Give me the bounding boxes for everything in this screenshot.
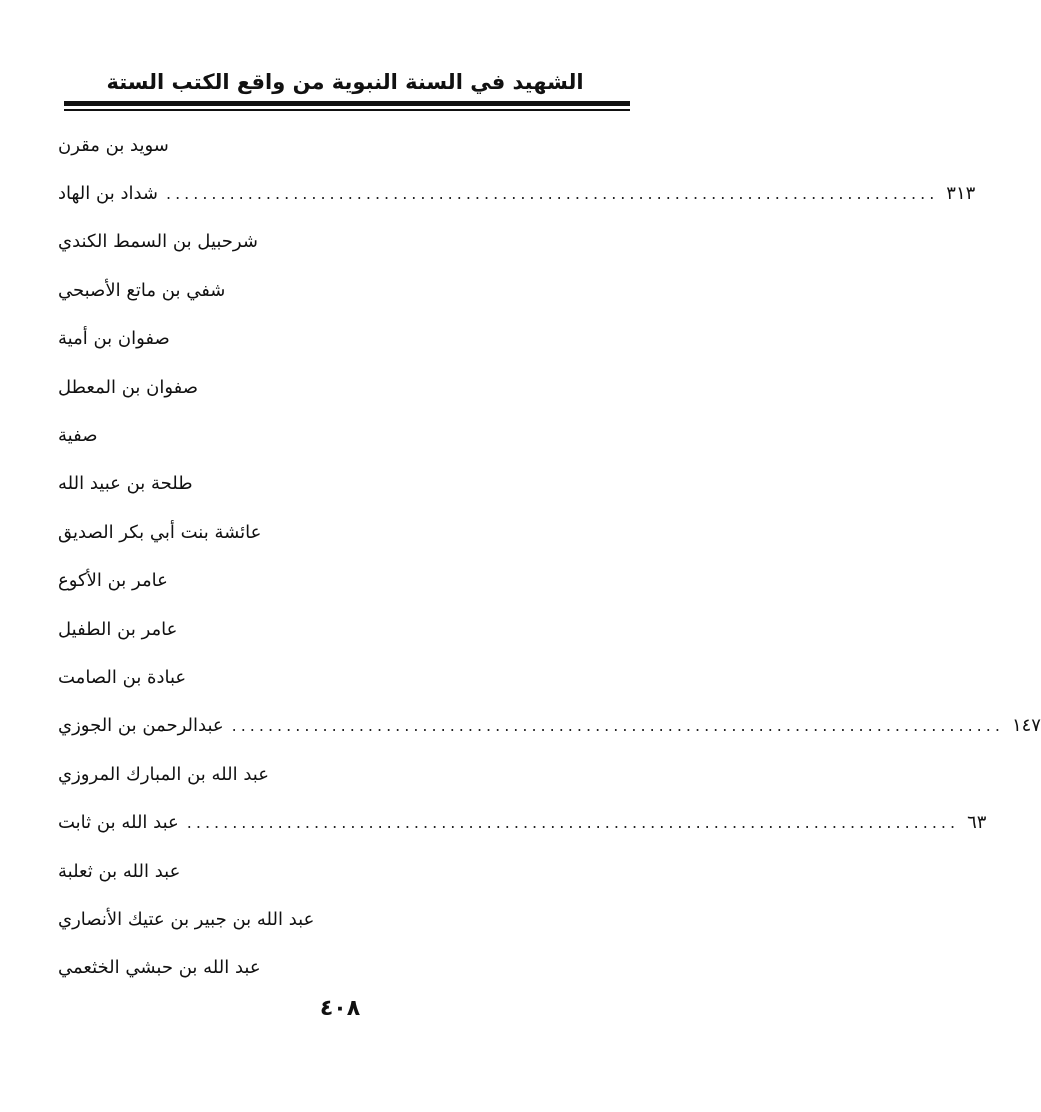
index-entry	[58, 218, 628, 266]
index-entry	[58, 944, 628, 992]
entry-name: شرحبيل بن السمط الكندي	[58, 231, 258, 253]
index-entry	[58, 411, 628, 459]
entry-name: عبد الله بن حبشي الخثعمي	[58, 957, 261, 979]
index-entry	[58, 557, 628, 605]
entry-name: شفي بن ماتع الأصبحي	[58, 279, 226, 301]
entry-name: سويد بن مقرن	[58, 134, 169, 156]
entry-name: عبد الله بن جبير بن عتيك الأنصاري	[58, 908, 315, 930]
entry-name: عبادة بن الصامت	[58, 666, 187, 688]
index-entry	[58, 508, 628, 556]
index-entry	[58, 750, 628, 798]
index-entry	[58, 315, 628, 363]
entry-name: عبد الله بن ثعلبة	[58, 860, 181, 882]
header-rule-thin	[64, 109, 630, 111]
entry-page-number: ٣١٣	[946, 183, 976, 205]
dot-leader: .....................................................................................	[165, 184, 939, 204]
index-entry	[58, 169, 976, 217]
dot-leader: .....................................................................................	[231, 716, 1004, 736]
running-title: الشهيد في السنة النبوية من واقع الكتب الستة	[106, 70, 584, 94]
index-entry	[58, 653, 628, 701]
page-number: ٤٠٨	[319, 996, 361, 1021]
entry-name: عبدالرحمن بن الجوزي	[58, 715, 224, 737]
index-entry	[58, 702, 1041, 750]
entry-name: صفوان بن المعطل	[58, 376, 199, 398]
index-entry	[58, 605, 628, 653]
entry-name: شداد بن الهاد	[58, 183, 158, 205]
index-entries	[58, 121, 1041, 992]
index-entry	[58, 460, 628, 508]
entry-name: عامر بن الطفيل	[58, 618, 178, 640]
entry-name: عبد الله بن المبارك المروزي	[58, 763, 269, 785]
index-entry	[58, 266, 628, 314]
entry-name: صفوان بن أمية	[58, 328, 170, 350]
header-rule-thick	[64, 101, 630, 106]
index-entry	[58, 798, 987, 846]
index-entry	[58, 121, 628, 169]
index-entry	[58, 895, 628, 943]
dot-leader: .....................................................................................	[186, 813, 960, 833]
entry-name: عائشة بنت أبي بكر الصديق	[58, 521, 262, 543]
index-entry	[58, 363, 628, 411]
entry-page-number: ٦٣	[967, 812, 987, 834]
entry-page-number: ١٤٧	[1011, 715, 1041, 737]
entry-name: صفية	[58, 425, 98, 447]
entry-name: عامر بن الأكوع	[58, 570, 168, 592]
index-entry	[58, 847, 628, 895]
entry-name: طلحة بن عبيد الله	[58, 473, 193, 495]
entry-name: عبد الله بن ثابت	[58, 812, 179, 834]
